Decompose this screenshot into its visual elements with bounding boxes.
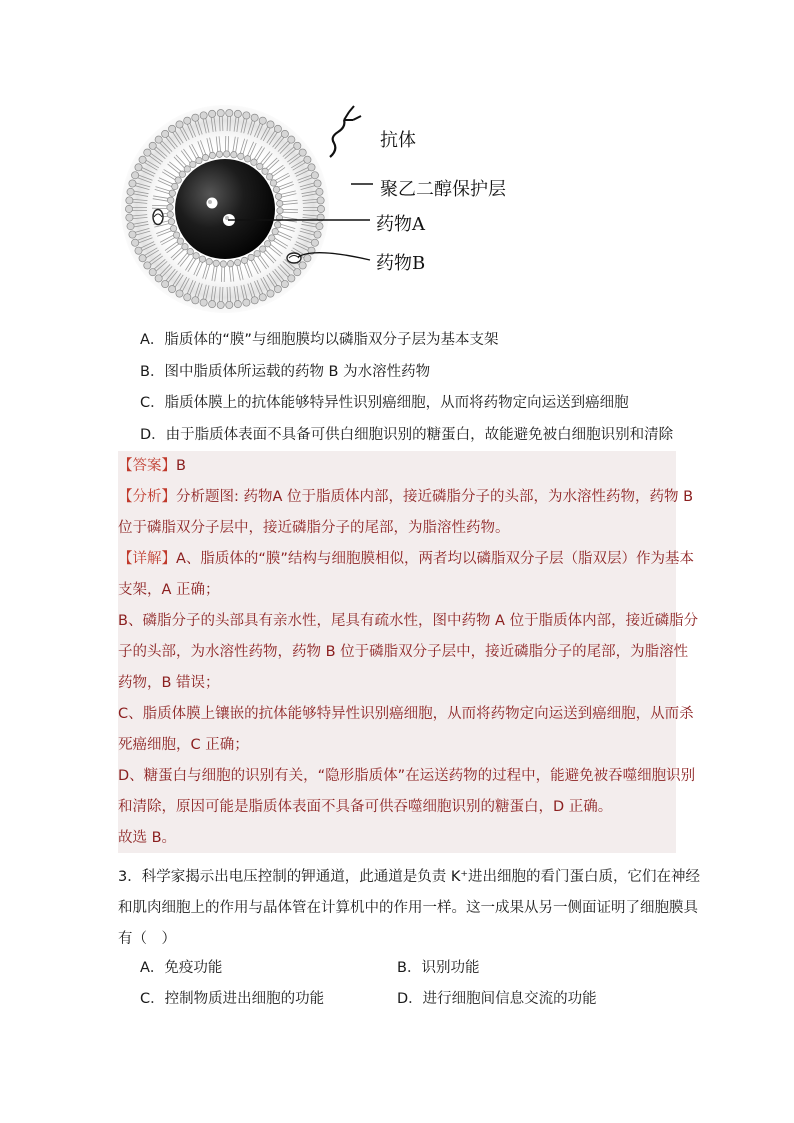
question3-option-d: D．进行细胞间信息交流的功能 xyxy=(397,991,597,1007)
answer-tag: 【答案】 xyxy=(118,458,176,474)
option-b: B．图中脂质体所运载的药物 B 为水溶性药物 xyxy=(140,364,431,380)
detail-line-3: B、磷脂分子的头部具有亲水性，尾具有疏水性，图中药物 A 位于脂质体内部，接近磷脂分 xyxy=(118,613,699,629)
detail-line-7: 死癌细胞，C 正确； xyxy=(118,737,249,753)
detail-line-9: 和清除，原因可能是脂质体表面不具备可供吞噬细胞识别的糖蛋白，D 正确。 xyxy=(118,799,613,815)
analysis-text-1: 分析题图: 药物A 位于脂质体内部，接近磷脂分子的头部，为水溶性药物，药物 B xyxy=(176,489,694,505)
question3-option-b: B．识别功能 xyxy=(397,960,480,976)
drug-a-label: 药物A xyxy=(376,214,425,235)
detail-line-4: 子的头部，为水溶性药物，药物 B 位于磷脂双分子层中，接近磷脂分子的尾部，为脂溶性 xyxy=(118,644,689,660)
detail-tag: 【详解】 xyxy=(118,551,176,567)
liposome-diagram xyxy=(118,100,538,330)
detail-line-6: C、脂质体膜上镶嵌的抗体能够特异性识别癌细胞，从而将药物定向运送到癌细胞，从而杀 xyxy=(118,706,694,722)
detail-line-8: D、糖蛋白与细胞的识别有关，“隐形脂质体”在运送药物的过程中，能避免被吞噬细胞识别 xyxy=(118,768,696,784)
question3-line-2: 和肌肉细胞上的作用与晶体管在计算机中的作用一样。这一成果从另一侧面证明了细胞膜具 xyxy=(118,900,698,916)
question3-line-3: 有（ ） xyxy=(118,931,176,947)
antibody-label: 抗体 xyxy=(380,130,416,151)
drug-b-particle-right xyxy=(287,253,301,263)
question3-option-c: C．控制物质进出细胞的功能 xyxy=(140,991,325,1007)
question3-option-a: A．免疫功能 xyxy=(140,960,223,976)
question3-line-1: 3．科学家揭示出电压控制的钾通道，此通道是负责 K⁺进出细胞的看门蛋白质，它们在神经 xyxy=(118,869,700,885)
option-d: D．由于脂质体表面不具备可供白细胞识别的糖蛋白，故能避免被白细胞识别和清除 xyxy=(140,427,674,443)
option-a: A．脂质体的“膜”与细胞膜均以磷脂双分子层为基本支架 xyxy=(140,332,499,348)
analysis-line-1 xyxy=(118,487,693,507)
detail-line-1 xyxy=(118,549,694,569)
antibody-icon xyxy=(330,106,361,157)
conclusion-line: 故选 B。 xyxy=(118,830,177,846)
answer-value: B xyxy=(176,458,186,474)
detail-line-5: 药物，B 错误； xyxy=(118,675,220,691)
peg-layer-label: 聚乙二醇保护层 xyxy=(380,179,506,200)
detail-line-2: 支架，A 正确； xyxy=(118,582,220,598)
option-c: C．脂质体膜上的抗体能够特异性识别癌细胞，从而将药物定向运送到癌细胞 xyxy=(140,395,629,411)
analysis-tag: 【分析】 xyxy=(118,489,176,505)
detail-text-1: A、脂质体的“膜”结构与细胞膜相似，两者均以磷脂双分子层（脂双层）作为基本 xyxy=(176,551,694,567)
liposome-figure xyxy=(118,100,538,330)
answer-line xyxy=(118,456,186,476)
liposome-core xyxy=(175,159,275,259)
drug-b-particle-left xyxy=(153,210,163,225)
analysis-line-2: 位于磷脂双分子层中，接近磷脂分子的尾部，为脂溶性药物。 xyxy=(118,520,510,536)
drug-b-label: 药物B xyxy=(376,253,426,274)
